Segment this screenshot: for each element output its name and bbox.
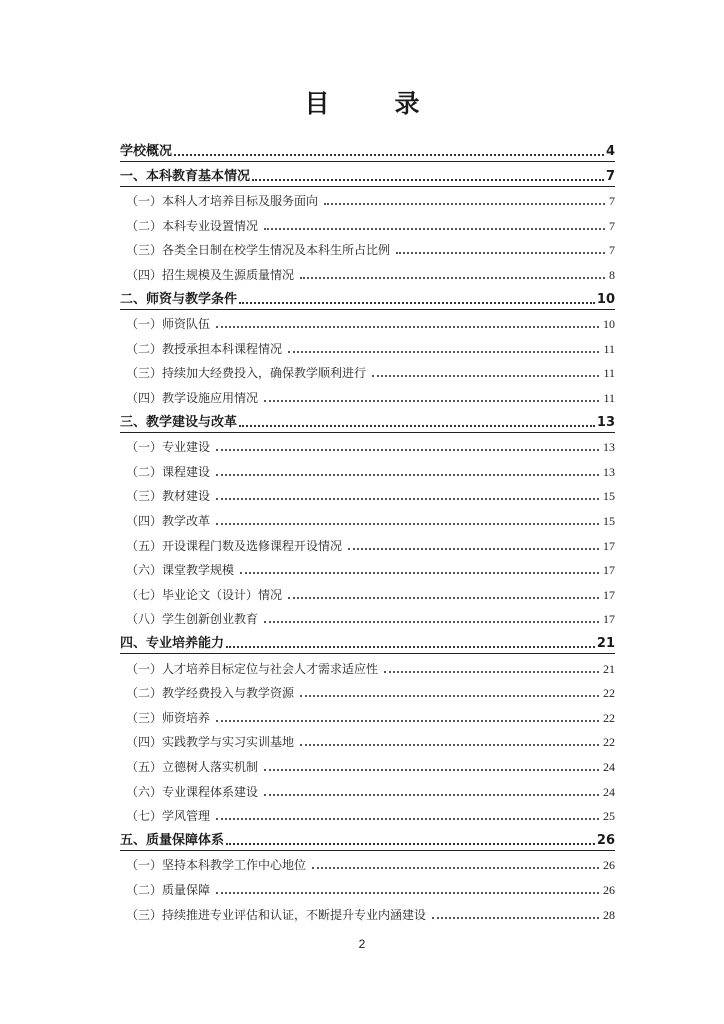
toc-entry-label: （七）毕业论文（设计）情况 (126, 587, 283, 602)
toc-entry-page: 24 (603, 760, 615, 774)
toc-entry-label: （二）本科专业设置情况 (126, 218, 259, 233)
toc-entry-label: （五）开设课程门数及选修课程开设情况 (126, 538, 343, 553)
toc-section-entry[interactable] (120, 557, 615, 579)
toc-entry-page: 7 (609, 243, 615, 258)
toc-section-entry[interactable] (120, 434, 615, 456)
toc-entry-label: （一）人才培养目标定位与社会人才需求适应性 (126, 661, 379, 676)
toc-entry-label: （二）课程建设 (126, 464, 211, 479)
toc-chapter-entry[interactable] (120, 164, 615, 187)
toc-entry-label: 学校概况 (120, 144, 173, 159)
toc-entry-label: （一）专业建设 (126, 440, 211, 455)
toc-entry-page: 13 (603, 464, 615, 479)
dot-leader (216, 892, 599, 894)
toc-entry-page: 17 (603, 587, 615, 602)
toc-section-entry[interactable] (120, 385, 615, 407)
toc-entry-label: （七）学风管理 (126, 809, 211, 824)
dot-leader (372, 375, 599, 377)
dot-leader (264, 228, 605, 230)
toc-entry-label: （三）各类全日制在校学生情况及本科生所占比例 (126, 243, 391, 258)
toc-entry-label: （四）教学设施应用情况 (126, 391, 259, 405)
toc-section-entry[interactable] (120, 237, 615, 259)
dot-leader (300, 277, 605, 279)
toc-entry-label: （六）课堂教学规模 (126, 563, 235, 578)
toc-entry-label: （二）教授承担本科课程情况 (126, 341, 283, 356)
toc-entry-label: （四）教学改革 (126, 514, 211, 528)
dot-leader (324, 203, 605, 205)
toc-entry-page: 22 (603, 710, 615, 725)
toc-section-entry[interactable] (120, 533, 615, 555)
toc-entry-page: 26 (596, 832, 615, 848)
dot-leader (239, 302, 595, 304)
dot-leader (300, 695, 599, 697)
dot-leader (264, 794, 599, 796)
toc-chapter-entry[interactable] (120, 828, 615, 851)
toc-chapter-entry[interactable] (120, 410, 615, 433)
dot-leader (226, 843, 595, 845)
toc-section-entry[interactable] (120, 729, 615, 751)
toc-section-entry[interactable] (120, 483, 615, 505)
toc-entry-page: 13 (596, 414, 615, 430)
toc-entry-label: （三）师资培养 (126, 710, 211, 725)
toc-section-entry[interactable] (120, 508, 615, 530)
toc-entry-label: （四）招生规模及生源质量情况 (126, 268, 295, 282)
toc-entry-page: 26 (603, 883, 615, 897)
toc-entry-label: （五）立德树人落实机制 (126, 760, 259, 774)
dot-leader (216, 449, 599, 451)
toc-entry-label: （一）师资队伍 (126, 317, 211, 332)
toc-entry-page: 11 (603, 391, 615, 405)
toc-section-entry[interactable] (120, 803, 615, 825)
toc-entry-page: 13 (603, 440, 615, 455)
toc-entry-page: 22 (603, 735, 615, 750)
toc-entry-page: 17 (603, 563, 615, 578)
dot-leader (264, 621, 599, 623)
dot-leader (216, 474, 599, 476)
toc-entry-page: 25 (603, 809, 615, 824)
toc-section-entry[interactable] (120, 582, 615, 604)
dot-leader (216, 326, 599, 328)
toc-section-entry[interactable] (120, 606, 615, 628)
dot-leader (312, 867, 599, 869)
dot-leader (288, 351, 599, 353)
toc-entry-page: 21 (596, 636, 615, 651)
dot-leader (252, 179, 604, 181)
toc-entry-page: 4 (605, 144, 615, 159)
toc-entry-label: 二、师资与教学条件 (120, 291, 238, 307)
toc-entry-page: 15 (603, 514, 615, 528)
dot-leader (300, 744, 599, 746)
toc-entry-page: 24 (603, 784, 615, 799)
toc-entry-page: 7 (609, 194, 615, 209)
toc-entry-page: 21 (603, 661, 615, 676)
toc-section-entry[interactable] (120, 705, 615, 727)
toc-entry-label: （六）专业课程体系建设 (126, 784, 259, 799)
dot-leader (264, 769, 599, 771)
toc-entry-page: 7 (609, 218, 615, 233)
dot-leader (216, 498, 599, 500)
toc-entry-page: 17 (603, 612, 615, 627)
toc-entry-page: 10 (603, 317, 615, 332)
dot-leader (239, 425, 595, 427)
toc-entry-label: 五、质量保障体系 (120, 832, 225, 848)
toc-entry-page: 15 (603, 489, 615, 504)
toc-section-entry[interactable] (120, 877, 615, 899)
toc-section-entry[interactable] (120, 311, 615, 333)
toc-chapter-entry[interactable] (120, 631, 615, 654)
toc-section-entry[interactable] (120, 852, 615, 874)
toc-section-entry[interactable] (120, 213, 615, 235)
dot-leader (288, 597, 599, 599)
dot-leader (348, 548, 599, 550)
toc-entry-label: （八）学生创新创业教育 (126, 612, 259, 627)
toc-entry-label: 一、本科教育基本情况 (120, 168, 251, 184)
toc-section-entry[interactable] (120, 336, 615, 358)
dot-leader (226, 646, 595, 648)
toc-entry-label: （二）质量保障 (126, 883, 211, 897)
toc-section-entry[interactable] (120, 656, 615, 678)
toc-entry-page: 7 (605, 168, 615, 184)
toc-entry-label: （三）持续加大经费投入，确保教学顺利进行 (126, 366, 367, 381)
toc-entry-label: （三）教材建设 (126, 489, 211, 504)
page-number: 2 (358, 937, 366, 951)
toc-section-entry[interactable] (120, 459, 615, 481)
dot-leader (396, 252, 605, 254)
dot-leader (174, 154, 604, 156)
toc-entry-page: 28 (603, 907, 615, 922)
toc-entry-page: 11 (603, 341, 615, 356)
toc-entry-label: （一）坚持本科教学工作中心地位 (126, 858, 307, 873)
dot-leader (264, 400, 599, 402)
toc-section-entry[interactable] (120, 360, 615, 382)
toc-entry-page: 17 (603, 538, 615, 553)
toc-entry-label: （四）实践教学与实习实训基地 (126, 735, 295, 750)
toc-section-entry[interactable] (120, 779, 615, 801)
toc-entry-page: 22 (603, 686, 615, 701)
dot-leader (384, 671, 599, 673)
toc-entry-label: 三、教学建设与改革 (120, 414, 238, 430)
dot-leader (240, 572, 599, 574)
toc-entry-label: （三）持续推进专业评估和认证，不断提升专业内涵建设 (126, 907, 427, 922)
toc-chapter-entry[interactable] (120, 139, 615, 162)
toc-section-entry[interactable] (120, 188, 615, 210)
toc-section-entry[interactable] (120, 262, 615, 284)
toc-entry-page: 8 (609, 268, 615, 282)
toc-entry-label: 四、专业培养能力 (120, 636, 225, 651)
toc-entry-label: （一）本科人才培养目标及服务面向 (126, 194, 319, 209)
toc-section-entry[interactable] (120, 680, 615, 702)
toc-section-entry[interactable] (120, 902, 615, 924)
dot-leader (216, 523, 599, 525)
toc-entry-label: （二）教学经费投入与教学资源 (126, 686, 295, 701)
dot-leader (432, 917, 599, 919)
toc-section-entry[interactable] (120, 754, 615, 776)
toc-entry-page: 11 (603, 366, 615, 381)
page-title: 目 录 (304, 89, 440, 118)
dot-leader (216, 818, 599, 820)
toc-entry-page: 10 (596, 291, 615, 307)
dot-leader (216, 720, 599, 722)
toc-chapter-entry[interactable] (120, 287, 615, 310)
toc-entry-page: 26 (603, 858, 615, 873)
